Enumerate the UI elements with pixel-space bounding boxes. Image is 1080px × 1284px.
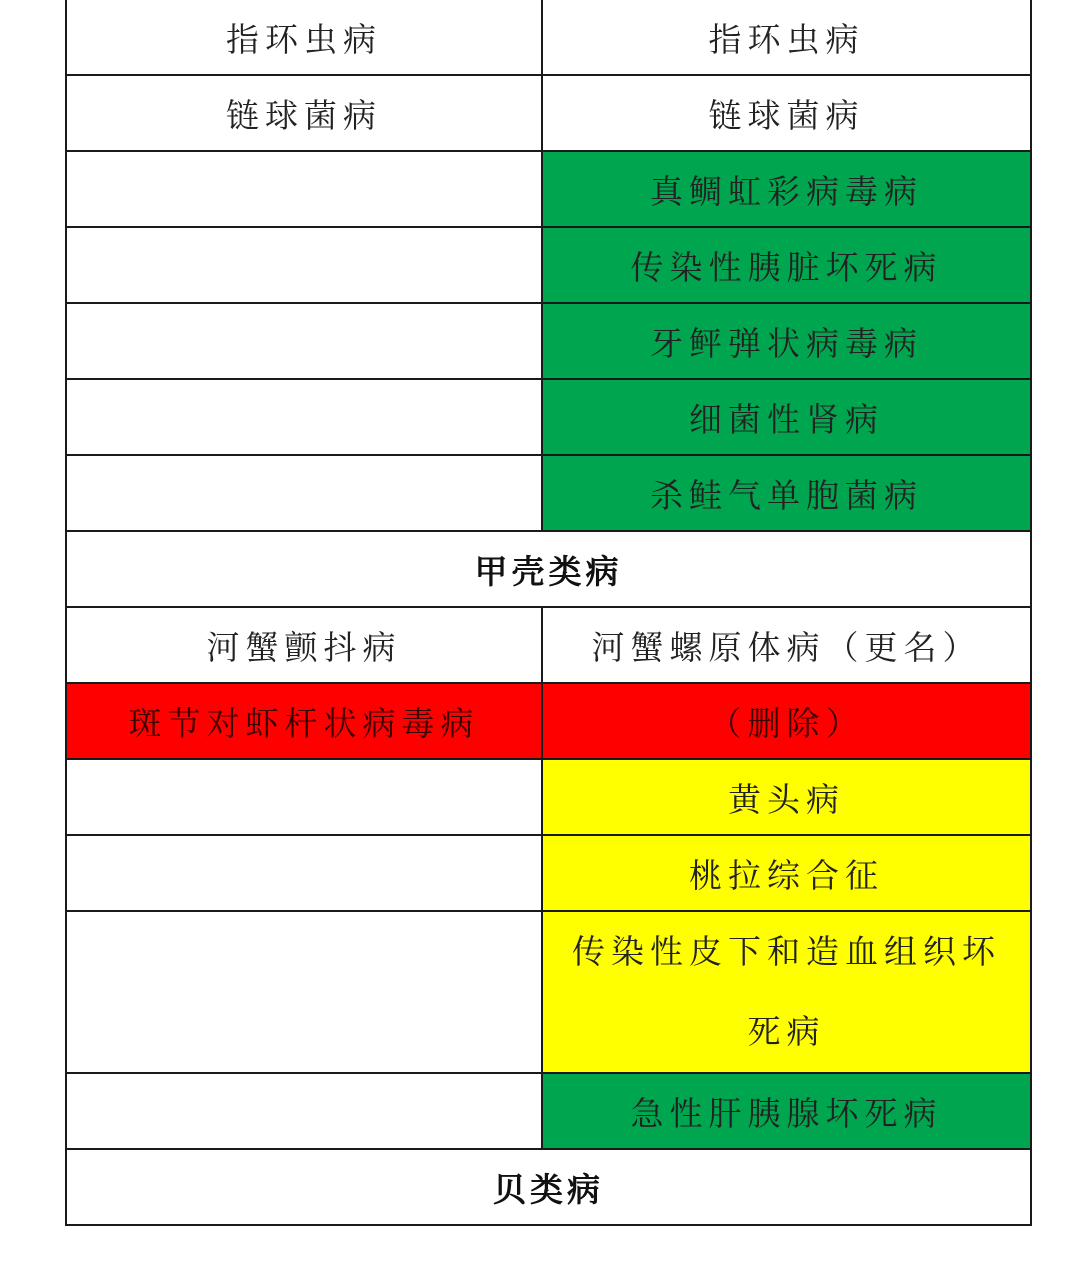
new-disease-name: （删除） — [708, 703, 865, 743]
old-disease-cell — [66, 759, 542, 835]
old-disease-cell — [66, 911, 542, 1073]
old-disease-cell — [66, 303, 542, 379]
table-row — [66, 911, 1031, 1073]
section-row — [66, 1149, 1031, 1225]
old-disease-name: 斑节对虾杆状病毒病 — [128, 703, 480, 743]
new-disease-name: 急性肝胰腺坏死病 — [630, 1093, 943, 1133]
section-title: 甲壳类病 — [474, 551, 623, 591]
new-disease-cell — [542, 607, 1031, 683]
disease-comparison-table — [65, 0, 1032, 1226]
table-row — [66, 151, 1031, 227]
old-disease-name: 指环虫病 — [226, 19, 382, 59]
new-disease-cell-added — [542, 227, 1031, 303]
table-row — [66, 607, 1031, 683]
new-disease-cell-added — [542, 455, 1031, 531]
new-disease-cell-changed — [542, 759, 1031, 835]
new-disease-cell — [542, 0, 1031, 75]
old-disease-name: 河蟹颤抖病 — [206, 627, 402, 667]
new-disease-cell-added — [542, 1073, 1031, 1149]
table-row — [66, 759, 1031, 835]
new-disease-name: 传染性皮下和造血组织坏死病 — [572, 932, 1001, 1051]
new-disease-name: 黄头病 — [728, 779, 845, 819]
old-disease-name: 链球菌病 — [226, 95, 382, 135]
old-disease-cell — [66, 0, 542, 75]
new-disease-cell — [542, 75, 1031, 151]
section-title: 贝类病 — [493, 1169, 604, 1209]
table-row — [66, 683, 1031, 759]
new-disease-cell-changed — [542, 835, 1031, 911]
new-disease-name: 细菌性肾病 — [689, 399, 884, 439]
old-disease-cell — [66, 455, 542, 531]
old-disease-cell — [66, 835, 542, 911]
table-row — [66, 1073, 1031, 1149]
old-disease-cell — [66, 75, 542, 151]
section-row — [66, 531, 1031, 607]
table-row — [66, 455, 1031, 531]
new-disease-cell-added — [542, 303, 1031, 379]
old-disease-cell — [66, 151, 542, 227]
new-disease-name: 杀鲑气单胞菌病 — [650, 475, 923, 515]
old-disease-cell — [66, 227, 542, 303]
table-row — [66, 0, 1031, 75]
table-row — [66, 75, 1031, 151]
new-disease-cell-added — [542, 379, 1031, 455]
table-row — [66, 835, 1031, 911]
new-disease-name: 真鲷虹彩病毒病 — [650, 171, 923, 211]
new-disease-name: 河蟹螺原体病（更名） — [591, 627, 982, 667]
new-disease-cell-deleted — [542, 683, 1031, 759]
table-row — [66, 303, 1031, 379]
section-heading — [66, 1149, 1031, 1225]
new-disease-name: 指环虫病 — [708, 19, 865, 59]
new-disease-name: 牙鲆弹状病毒病 — [650, 323, 923, 363]
table-row — [66, 227, 1031, 303]
new-disease-name: 桃拉综合征 — [689, 855, 884, 895]
new-disease-name: 链球菌病 — [708, 95, 865, 135]
old-disease-cell — [66, 1073, 542, 1149]
new-disease-name: 传染性胰脏坏死病 — [630, 247, 943, 287]
new-disease-cell-changed — [542, 911, 1031, 1073]
old-disease-cell — [66, 607, 542, 683]
table-row — [66, 379, 1031, 455]
old-disease-cell-deleted — [66, 683, 542, 759]
old-disease-cell — [66, 379, 542, 455]
new-disease-cell-added — [542, 151, 1031, 227]
section-heading — [66, 531, 1031, 607]
